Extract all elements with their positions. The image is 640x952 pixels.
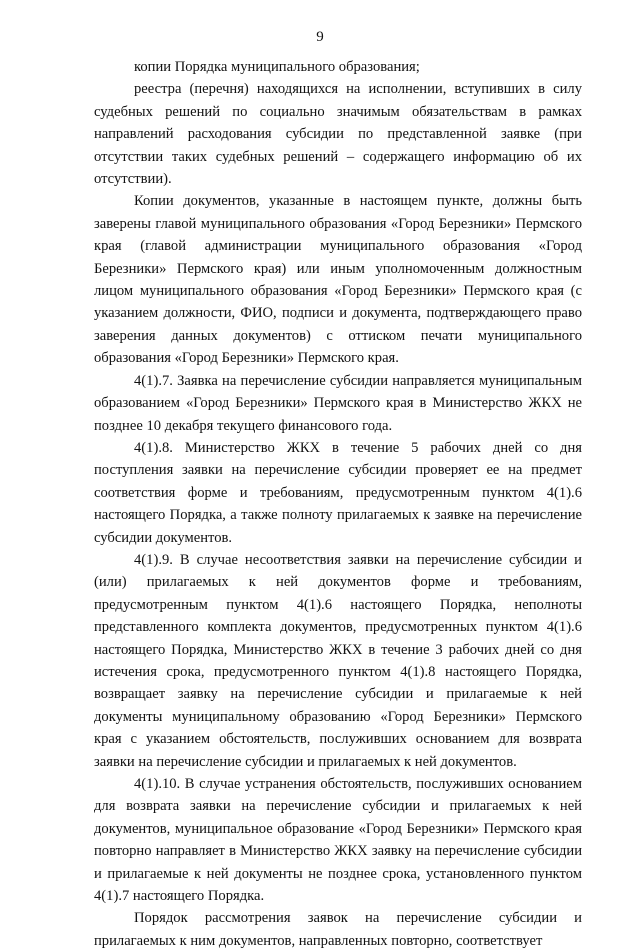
page-number: 9 xyxy=(316,29,324,45)
paragraph-4-1-7: 4(1).7. Заявка на перечисление субсидии направляется муниципальным образованием «Город Березники» Пермского края в Министерство ЖКХ не позднее 10 декабря текущего финансового года. xyxy=(94,372,582,434)
paragraph-document-certification: Копии документов, указанные в настоящем пункте, должны быть заверены главой муниципального образования «Город Березники» Пермского края (главой администрации муниципального образования «Город Березники» Пермского края) или иным уполномоченным должностным лицом муниципального образования «Город Березники» Пермского края (с указанием должности, ФИО, подписи и документа, подтверждающего право заверения данных документов) с оттиском печати муниципального образования «Город Березники» Пермского края. xyxy=(94,193,582,367)
paragraph-4-1-10: 4(1).10. В случае устранения обстоятельств, послуживших основанием для возврата заявки на перечисление субсидии и прилагаемых к ней документов, муниципальное образование «Город Березники» Пермского края повторно направляет в Министерство ЖКХ заявку на перечисление субсидии и прилагаемые к ней документы не позднее срока, установленного пунктом 4(1).7 настоящего Порядка. xyxy=(94,776,582,905)
paragraph-court-decisions-registry: реестра (перечня) находящихся на исполнении, вступивших в силу судебных решений по социально значимым обязательствам в рамках направлений расходования субсидии по представленной заявке (при отсутствии таких судебных решений – содержащего информацию об их отсутствии). xyxy=(94,81,582,188)
paragraph-4-1-9: 4(1).9. В случае несоответствия заявки на перечисление субсидии и (или) прилагаемых к ней документов форме и требованиям, предусмотренным пунктом 4(1).6 настоящего Порядка, неполноты представленного комплекта документов, предусмотренных пунктом 4(1).6 настоящего Порядка, Министерство ЖКХ в течение 3 рабочих дней со дня истечения срока, предусмотренного пунктом 4(1).8 настоящего Порядка, возвращает заявку на перечисление субсидии и прилагаемые к ней документы муниципальному образованию «Город Березники» Пермского края с указанием обстоятельств, послуживших основанием для возврата заявки на перечисление субсидии и прилагаемых к ней документов. xyxy=(94,551,582,770)
paragraph-review-procedure: Порядок рассмотрения заявок на перечисление субсидии и прилагаемых к ним документов, направленных повторно, соответствует xyxy=(94,910,582,949)
document-body xyxy=(94,56,582,952)
paragraph-municipal-procedure-copy: копии Порядка муниципального образования; xyxy=(134,59,420,75)
paragraph-4-1-8: 4(1).8. Министерство ЖКХ в течение 5 рабочих дней со дня поступления заявки на перечисление субсидии проверяет ее на предмет соответствия форме и требованиям, предусмотренным пунктом 4(1).6 настоящего Порядка, а также полноту прилагаемых к заявке на перечисление субсидии документов. xyxy=(94,439,582,546)
